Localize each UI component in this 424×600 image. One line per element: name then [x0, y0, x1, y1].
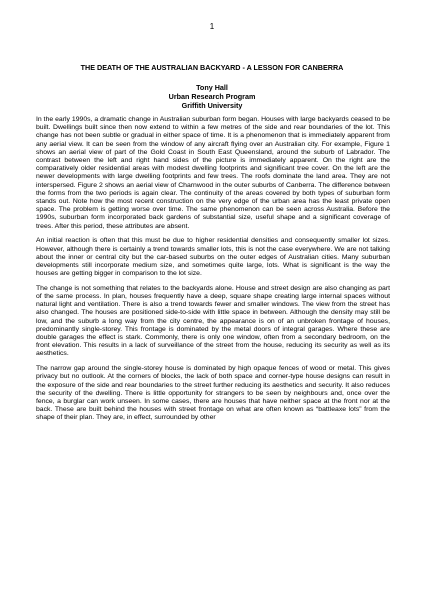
author-program: Urban Research Program — [168, 92, 256, 101]
paragraph: The change is not something that relates to the backyards alone. House and street design are also changing as part of the same process. In plan, houses frequently have a deep, square shape creating large internal spaces without natural light and ventilation. There is also a trend towards fewer and smaller windows. The view from the street has also changed. The houses are positioned side-to-side with little space in between. Although the density may still be low, and the suburb a long way from the city centre, the appearance is on of an unbroken frontage of houses, predominantly single-storey. This frontage is dominated by the metal doors of integral garages. Where these are double garages the effect is stark. Commonly, there is only one window, often from a secondary bedroom, on the front elevation. This results in a lack of surveillance of the street from the house, reducing its security as well as its aesthetics. — [36, 284, 390, 358]
paragraph: The narrow gap around the single-storey house is dominated by high opaque fences of wood or metal. This gives privacy but no outlook. At the corners of blocks, the lack of both space and corner-type house designs can result in the exposure of the side and rear boundaries to the street further reducing its aesthetics and security. It also reduces the security of the dwelling. There is little opportunity for strangers to be seen by neighbours and, once over the fence, a burglar can work unseen. In some cases, there are houses that have neither space at the front nor at the back. These are built behind the houses with street frontage on what are often known as “battleaxe lots” from the shape of their plan. They are, in effect, surrounded by other — [36, 365, 390, 422]
paragraph: In the early 1990s, a dramatic change in Australian suburban form began. Houses with large backyards ceased to be built. Dwellings built since then now extend to within a few metres of the side and rear boundaries of the lot. This change has not been subtle or gradual in either space of time. It is a phenomenon that is immediately apparent from any aerial view. It can be seen from the window of any aircraft flying over an Australian city. For example, Figure 1 shows an aerial view of part of the Gold Coast in South East Queensland, around the suburb of Labrador. The contrast between the left and right hand sides of the picture is immediately apparent. On the right are the comparatively older residential areas with modest dwelling footprints and significant tree cover. On the left are the newer developments with large dwelling footprints and few trees. The roofs dominate the land area. They are not interspersed. Figure 2 shows an aerial view of Charnwood in the outer suburbs of Canberra. The difference between the forms from the two periods is again clear. The continuity of the areas covered by both types of suburban form stands out. Note how the most recent construction on the very edge of the urban area has the least private open space. The problem is getting worse over time. The same phenomenon can be seen across Australia. Before the 1990s, suburban form incorporated back gardens of substantial size, useful shape and a significant coverage of trees. After this period, these attributes are absent. — [36, 116, 390, 230]
paper-title: THE DEATH OF THE AUSTRALIAN BACKYARD - A LESSON FOR CANBERRA — [80, 63, 344, 72]
author-university: Griffith University — [181, 101, 243, 110]
page-number: 1 — [209, 22, 215, 31]
author-block — [0, 83, 424, 110]
paragraph: An initial reaction is often that this must be due to higher residential densities and consequently smaller lot sizes. However, although there is certainly a trend towards smaller lots, this is not the case everywhere. We are not talking about the inner or central city but the car-based suburbs on the outer edges of Australian cities. Many suburban developments still incorporate medium size, and sometimes quite large, lots. What is significant is the way the houses are getting bigger in comparison to the lot size. — [36, 237, 390, 278]
body-text — [36, 116, 390, 429]
author-name: Tony Hall — [196, 83, 228, 92]
